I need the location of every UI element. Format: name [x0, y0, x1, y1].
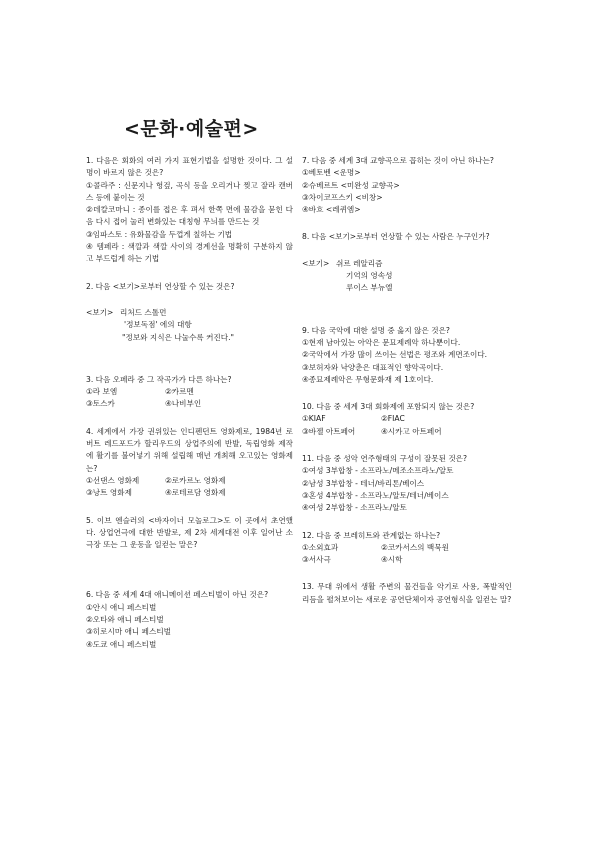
question-1	[86, 155, 293, 266]
example-label: <보기>	[86, 307, 114, 317]
question-2	[86, 281, 293, 344]
option: ③낭트 영화제	[86, 488, 132, 498]
option: ①현재 남아있는 아악은 문묘제례악 하나뿐이다.	[302, 337, 461, 347]
option-row	[302, 413, 512, 425]
question-stem: 3. 다음 오페라 중 그 작곡가가 다른 하나는?	[86, 374, 232, 384]
question-stem: 11. 다음 중 성악 연주형태의 구성이 잘못된 것은?	[302, 454, 468, 464]
option: ②FIAC	[381, 414, 405, 424]
question-stem: 7. 다음 중 세계 3대 교향곡으로 꼽히는 것이 아닌 하나는?	[302, 156, 494, 165]
question-5	[86, 515, 293, 552]
question-stem: 4. 세계에서 가장 권위있는 인디펜던트 영화제로, 1984년 로버트 레드포드가 할리우드의 상업주의에 반발, 독립영화 제작에 활기를 불어넣기 위해 설립해 매년 개최해 오고있는 영화제는?	[86, 426, 293, 473]
question-8	[302, 231, 512, 294]
question-stem: 1. 다음은 회화의 여러 가지 표현기법을 설명한 것이다. 그 설명이 바르지 않은 것은?	[86, 156, 293, 178]
option: ③히로시마 애니 페스티벌	[86, 627, 171, 637]
question-stem: 8. 다음 <보기>로부터 연상할 수 있는 사람은 누구인가?	[302, 232, 490, 242]
option: ③차이코프스키 <비창>	[302, 192, 383, 202]
option: ③토스카	[86, 399, 115, 409]
question-3	[86, 374, 293, 411]
example-line: '정보독점' 에의 대항	[124, 320, 192, 330]
option: ④ 템페라 : 색깔과 색깔 사이의 경계선을 명확히 구분하지 않고 부드럽게 하는 기법	[86, 242, 293, 264]
option: ②국악에서 가장 많이 쓰이는 선법은 평조와 계면조이다.	[302, 350, 488, 360]
option: ③혼성 4부합창 - 소프라노/알토/테너/베이스	[302, 490, 449, 500]
page-title: <문화·예술편>	[124, 118, 259, 140]
option: ②코카서스의 백묵원	[381, 542, 449, 552]
option: ④시카고 아트페어	[381, 426, 442, 436]
question-stem: 10. 다음 중 세계 3대 회화제에 포함되지 않는 것은?	[302, 402, 475, 412]
option: ①선댄스 영화제	[86, 475, 140, 485]
option: ②데칼코마니 : 종이를 접은 후 펴서 한쪽 면에 물감을 묻힌 다음 다시 접어 눌러 변화있는 대칭형 무늬를 만드는 것	[86, 205, 293, 227]
right-column	[302, 155, 512, 606]
question-6	[86, 589, 293, 650]
option: ①안시 애니 페스티벌	[86, 602, 157, 612]
left-column	[86, 155, 293, 651]
option: ①라 보엠	[86, 387, 118, 397]
example-box	[302, 258, 512, 295]
option-row	[302, 426, 512, 438]
example-line: "정보와 지식은 나눌수록 커진다."	[122, 332, 235, 342]
option-row	[302, 542, 512, 554]
question-13	[302, 581, 512, 606]
option: ②남성 3부합창 - 테너/바리톤/베이스	[302, 478, 425, 488]
option: ④로테르담 영화제	[165, 488, 226, 498]
option: ④종묘제례악은 무형문화재 제 1호이다.	[302, 374, 434, 384]
question-stem: 12. 다음 중 브레히트와 관계없는 하나는?	[302, 530, 441, 540]
option: ④나비부인	[165, 399, 202, 409]
option: ③보허자와 낙양춘은 대표적인 향악곡이다.	[302, 362, 444, 372]
option: ②로카르노 영화제	[165, 475, 226, 485]
option: ③바젤 아트페어	[302, 426, 356, 436]
option-row	[86, 475, 293, 487]
option-row	[86, 398, 293, 410]
example-box	[86, 307, 293, 344]
option-row	[302, 554, 512, 566]
question-12	[302, 530, 512, 567]
option: ①여성 3부합창 - 소프라노/메조소프라노/알토	[302, 466, 454, 476]
question-stem: 2. 다음 <보기>로부터 연상할 수 있는 것은?	[86, 281, 235, 291]
option: ②슈베르트 <미완성 교향곡>	[302, 180, 400, 190]
question-stem: 5. 이브 엔슬러의 <바자이너 모놀로그>도 이 곳에서 초연했다. 상업연극에 대한 반발로, 제 2차 세계대전 이후 일어난 소극장 또는 그 운동을 일컫는 말은?	[86, 515, 293, 550]
option: ②카르멘	[165, 387, 194, 397]
option: ①베토벤 <운명>	[302, 168, 361, 178]
option: ③서사극	[302, 555, 331, 565]
example-line: 리처드 스톨먼	[120, 307, 167, 317]
option: ①KIAF	[302, 414, 326, 424]
example-label: <보기>	[302, 258, 330, 268]
example-line: 기억의 영속성	[346, 271, 393, 281]
option: ②오타와 애니 페스티벌	[86, 615, 164, 625]
option-row	[86, 386, 293, 398]
question-4	[86, 426, 293, 500]
example-line: 쉬르 레알리즘	[336, 258, 383, 268]
option: ①소외효과	[302, 542, 339, 552]
option: ④바흐 <레퀴엠>	[302, 205, 361, 215]
option: ④여성 2부합창 - 소프라노/알토	[302, 503, 407, 513]
question-stem: 9. 다음 국악에 대한 설명 중 옳지 않은 것은?	[302, 325, 450, 335]
question-11	[302, 453, 512, 514]
question-7	[302, 155, 512, 216]
option: ①콜라주 : 신문지나 헝겊, 곡식 등을 오리거나 찢고 잘라 캔버스 등에 붙이는 것	[86, 180, 293, 202]
option: ④도쿄 애니 페스티벌	[86, 639, 157, 649]
example-line: 루이스 부뉴엘	[346, 283, 393, 293]
question-stem: 6. 다음 중 세계 4대 애니메이션 페스티벌이 아닌 것은?	[86, 590, 269, 600]
question-stem: 13. 무대 위에서 생활 주변의 물건들을 악기로 사용, 폭발적인 리듬을 펼쳐보이는 새로운 공연단체이자 공연형식을 일컫는 말?	[302, 582, 512, 604]
question-10	[302, 401, 512, 438]
option: ④시학	[381, 555, 403, 565]
option: ③임파스토 : 유화물감을 두껍게 칠하는 기법	[86, 229, 233, 239]
question-9	[302, 325, 512, 386]
option-row	[86, 487, 293, 499]
